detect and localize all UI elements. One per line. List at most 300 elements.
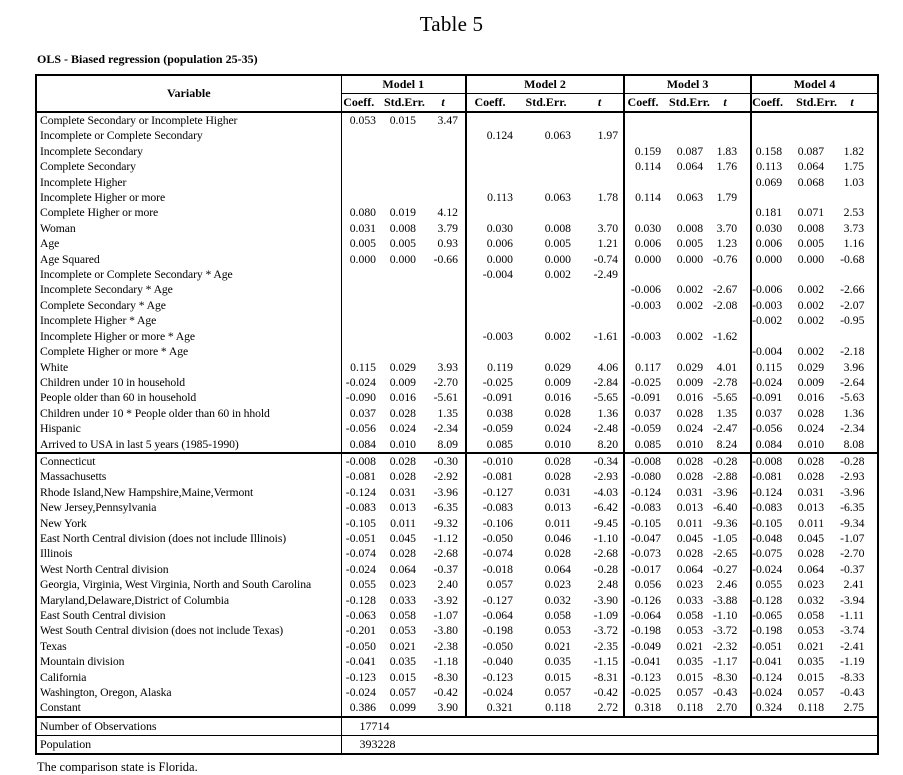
t-value — [581, 313, 624, 328]
table-row — [36, 700, 878, 716]
stderr-value: 0.015 — [676, 670, 704, 684]
t-value: -5.65 — [581, 390, 624, 405]
variable-label: Arrived to USA in last 5 years (1985-1990) — [36, 437, 341, 453]
t-value: -8.30 — [713, 670, 751, 685]
t-value — [713, 128, 751, 143]
stderr-value: 0.000 — [389, 252, 416, 266]
t-value: 2.53 — [843, 206, 865, 220]
stderr-value: 0.024 — [389, 422, 416, 436]
coeff-value: -0.003 — [630, 298, 662, 312]
t-value: -2.70 — [840, 547, 865, 561]
t-value: 3.79 — [428, 221, 466, 236]
t-value: 1.36 — [843, 406, 865, 420]
coeff-value — [341, 190, 384, 205]
variable-label: Georgia, Virginia, West Virginia, North and South Carolina — [36, 577, 341, 592]
table-row — [36, 421, 878, 436]
variable-label: Texas — [36, 639, 341, 654]
stderr-value: 0.021 — [544, 639, 571, 653]
coeff-value: 0.085 — [634, 437, 662, 451]
coeff-value: -0.003 — [752, 298, 783, 312]
summary-row — [36, 735, 878, 754]
t-value: -9.45 — [581, 516, 624, 531]
variable-label: Maryland,Delaware,District of Columbia — [36, 593, 341, 608]
stderr-value: 0.009 — [676, 375, 704, 389]
stderr-value: 0.011 — [677, 516, 704, 530]
variable-label: Washington, Oregon, Alaska — [36, 685, 341, 700]
coeff-value: 0.037 — [634, 406, 662, 420]
stderr-value: 0.064 — [544, 562, 571, 576]
t-value: 4.12 — [428, 205, 466, 220]
t-value — [428, 282, 466, 297]
coeff-value: -0.051 — [752, 639, 783, 653]
table-row — [36, 623, 878, 638]
t-value: -6.35 — [840, 501, 865, 515]
stderr-value: 0.002 — [797, 283, 825, 297]
table-row — [36, 344, 878, 359]
coeff-value: -0.080 — [630, 470, 662, 484]
t-value: 2.70 — [713, 700, 751, 716]
stderr-value: 0.011 — [390, 516, 416, 530]
coeff-value: -0.083 — [482, 501, 513, 515]
stderr-value: 0.028 — [544, 547, 571, 561]
table-row — [36, 252, 878, 267]
table-row — [36, 298, 878, 313]
t-value: -2.78 — [713, 375, 751, 390]
coeff-value: 0.006 — [486, 237, 513, 251]
stderr-value: 0.005 — [389, 237, 416, 251]
coeff-value: -0.073 — [630, 547, 662, 561]
t-value: -9.32 — [428, 516, 466, 531]
variable-label: New Jersey,Pennsylvania — [36, 500, 341, 515]
table-row — [36, 453, 878, 469]
stderr-value — [384, 298, 428, 313]
stderr-value: 0.064 — [676, 562, 704, 576]
stderr-value: 0.008 — [389, 221, 416, 235]
table-row — [36, 593, 878, 608]
t-value: 0.93 — [428, 236, 466, 251]
variable-label: Incomplete Higher * Age — [36, 313, 341, 328]
coeff-value: -0.050 — [482, 639, 513, 653]
table-row — [36, 485, 878, 500]
stderr-value: 0.045 — [389, 531, 416, 545]
model-2-header: Model 2 — [466, 75, 624, 94]
t-value: 2.41 — [843, 578, 865, 592]
t-value: -8.31 — [581, 670, 624, 685]
coeff-value: 0.030 — [486, 221, 513, 235]
coeff-value — [341, 282, 384, 297]
t-value: -1.62 — [713, 329, 751, 344]
variable-label: East North Central division (does not include Illinois) — [36, 531, 341, 546]
stderr-value — [669, 267, 713, 282]
coeff-value: 0.000 — [755, 252, 783, 266]
t-value: 3.96 — [843, 360, 865, 374]
coeff-value — [624, 128, 669, 143]
t-value: -0.43 — [713, 685, 751, 700]
table-row — [36, 562, 878, 577]
t-value — [713, 205, 751, 220]
stderr-value: 0.005 — [676, 237, 704, 251]
stderr-value: 0.010 — [389, 437, 416, 451]
stderr-value: 0.005 — [544, 237, 571, 251]
stderr-value — [669, 112, 713, 128]
stderr-value: 0.035 — [389, 655, 416, 669]
coeff-value: -0.025 — [630, 375, 662, 389]
stderr-value — [384, 175, 428, 190]
stderr-value: 0.002 — [676, 329, 704, 343]
stderr-value: 0.071 — [797, 206, 825, 220]
t-value: -2.18 — [840, 345, 865, 359]
t-value: 1.36 — [581, 406, 624, 421]
t-value: -3.90 — [581, 593, 624, 608]
t-value: 1.75 — [843, 160, 865, 174]
t-value: 3.47 — [428, 112, 466, 128]
t-value: -0.37 — [840, 562, 865, 576]
t-value — [581, 175, 624, 190]
t-value — [713, 267, 751, 282]
variable-label: Complete Higher or more * Age — [36, 344, 341, 359]
t-value — [581, 282, 624, 297]
stderr-value: 0.033 — [676, 593, 704, 607]
coeff-value: -0.004 — [752, 345, 783, 359]
t-value: -1.07 — [428, 608, 466, 623]
t-value — [428, 329, 466, 344]
stderr-value: 0.057 — [797, 686, 825, 700]
t-value — [840, 329, 878, 344]
stderr-value: 0.028 — [676, 547, 704, 561]
t-value: 4.06 — [581, 360, 624, 375]
t-value: -0.76 — [713, 252, 751, 267]
variable-label: Incomplete Higher or more * Age — [36, 329, 341, 344]
stderr-value: 0.013 — [544, 501, 571, 515]
stderr-value: 0.087 — [797, 144, 825, 158]
t-value — [428, 267, 466, 282]
stderr-value: 0.023 — [676, 578, 704, 592]
coeff-value: -0.051 — [345, 531, 376, 545]
table-row — [36, 221, 878, 236]
coeff-value: -0.010 — [466, 453, 521, 469]
t-value — [428, 128, 466, 143]
variable-label: Massachusetts — [36, 469, 341, 484]
coeff-value — [624, 313, 669, 328]
coeff-value: 0.030 — [755, 221, 783, 235]
coeff-value: -0.025 — [630, 686, 662, 700]
stderr-value: 0.063 — [544, 129, 571, 143]
stderr-value: 0.028 — [797, 406, 825, 420]
stderr-value — [384, 344, 428, 359]
coeff-value — [624, 112, 669, 128]
t-value: -2.68 — [581, 546, 624, 561]
table-row — [36, 608, 878, 623]
table-row — [36, 175, 878, 190]
coeff-value: 0.080 — [349, 206, 376, 220]
variable-header: Variable — [36, 75, 341, 112]
variable-label: California — [36, 670, 341, 685]
coeff-value: 0.117 — [635, 360, 662, 374]
table-row — [36, 159, 878, 174]
t-value: 8.20 — [581, 437, 624, 453]
stderr-value: 0.000 — [544, 252, 571, 266]
stderr-value: 0.011 — [545, 516, 571, 530]
t-value: -5.61 — [428, 390, 466, 405]
stderr-value: 0.028 — [796, 453, 840, 469]
variable-label: Rhode Island,New Hampshire,Maine,Vermont — [36, 485, 341, 500]
coeff-value: -0.128 — [345, 593, 376, 607]
stderr-value: 0.053 — [797, 624, 825, 638]
stderr-value: 0.053 — [676, 624, 704, 638]
t-value — [713, 175, 751, 190]
table-row — [36, 639, 878, 654]
coeff-value: -0.106 — [482, 516, 513, 530]
t-header: t — [713, 94, 751, 113]
stderr-value: 0.053 — [544, 624, 571, 638]
stderr-value: 0.008 — [797, 221, 825, 235]
stderr-value: 0.016 — [544, 391, 571, 405]
stderr-value: 0.046 — [544, 531, 571, 545]
t-value: -2.64 — [840, 375, 865, 389]
stderr-value — [521, 298, 581, 313]
stderr-value: 0.057 — [389, 686, 416, 700]
t-value: -1.10 — [713, 608, 751, 623]
regression-table — [35, 74, 879, 755]
stderr-value: 0.063 — [544, 191, 571, 205]
t-value: 4.01 — [713, 360, 751, 375]
t-value: 2.48 — [581, 577, 624, 592]
coeff-value: -0.123 — [482, 670, 513, 684]
coeff-value: -0.198 — [630, 624, 662, 638]
coeff-value: 0.115 — [350, 360, 376, 374]
coeff-value: -0.081 — [482, 470, 513, 484]
t-value: 3.93 — [428, 360, 466, 375]
stderr-value: 0.010 — [544, 437, 571, 451]
coeff-value: -0.041 — [630, 655, 662, 669]
stderr-value: 0.013 — [676, 501, 704, 515]
t-value: 2.40 — [428, 577, 466, 592]
t-value — [581, 159, 624, 174]
stderr-value: 0.000 — [797, 252, 825, 266]
t-value: -2.65 — [713, 546, 751, 561]
stderr-value: 0.002 — [676, 298, 704, 312]
stderr-value: 0.023 — [797, 578, 825, 592]
stderr-value: 0.031 — [797, 485, 825, 499]
coeff-value: 0.053 — [349, 114, 376, 127]
stderr-value: 0.008 — [544, 221, 571, 235]
t-value: 3.90 — [428, 700, 466, 716]
t-value: -0.66 — [428, 252, 466, 267]
stderr-value — [669, 205, 713, 220]
coeff-value: 0.181 — [755, 206, 783, 220]
stderr-value: 0.005 — [797, 237, 825, 251]
coeff-value — [751, 329, 796, 344]
stderr-value: 0.028 — [797, 470, 825, 484]
t-value: -2.34 — [840, 422, 865, 436]
coeff-value — [341, 175, 384, 190]
t-value: -2.35 — [581, 639, 624, 654]
table-row — [36, 654, 878, 669]
table-body — [36, 112, 878, 754]
stderr-value: 0.118 — [677, 701, 704, 715]
t-value: -1.15 — [581, 654, 624, 669]
t-header: t — [581, 94, 624, 113]
table-row — [36, 685, 878, 700]
coeff-value: -0.091 — [752, 391, 783, 405]
coeff-value: -0.083 — [752, 501, 783, 515]
variable-label: White — [36, 360, 341, 375]
table-row — [36, 360, 878, 375]
coeff-value: 0.005 — [349, 237, 376, 251]
t-value: -2.88 — [713, 469, 751, 484]
stderr-value: 0.002 — [544, 268, 571, 282]
coeff-value: -0.008 — [341, 453, 384, 469]
table-row — [36, 516, 878, 531]
table-row — [36, 437, 878, 453]
t-value — [581, 344, 624, 359]
coeff-value: -0.041 — [345, 655, 376, 669]
t-value: -4.03 — [581, 485, 624, 500]
t-value: -2.92 — [428, 469, 466, 484]
coeff-value: 0.000 — [349, 252, 376, 266]
stderr-value: 0.002 — [797, 298, 825, 312]
coeff-value: 0.057 — [486, 578, 513, 592]
coeff-value: 0.055 — [349, 578, 376, 592]
stderr-value — [521, 344, 581, 359]
stderr-value: 0.028 — [389, 470, 416, 484]
coeff-value: -0.008 — [624, 453, 669, 469]
coeff-value: -0.123 — [630, 670, 662, 684]
coeff-value: -0.081 — [752, 470, 783, 484]
stderr-value: 0.032 — [797, 593, 825, 607]
t-value: -2.49 — [581, 267, 624, 282]
coeff-value: 0.158 — [755, 144, 783, 158]
stderr-value — [669, 344, 713, 359]
stderr-value: 0.028 — [676, 470, 704, 484]
t-value — [713, 313, 751, 328]
t-value: 8.24 — [713, 437, 751, 453]
coeff-value: -0.024 — [345, 375, 376, 389]
table-row — [36, 112, 878, 128]
coeff-value: -0.050 — [482, 531, 513, 545]
t-value: -5.65 — [713, 390, 751, 405]
stderr-value — [521, 159, 581, 174]
t-value: -2.66 — [840, 283, 865, 297]
stderr-value: 0.063 — [676, 191, 704, 205]
t-value: -1.09 — [581, 608, 624, 623]
t-value — [428, 344, 466, 359]
variable-label: New York — [36, 516, 341, 531]
variable-label: Children under 10 * People older than 60 in hhold — [36, 406, 341, 421]
t-value: -0.95 — [840, 314, 865, 328]
stderr-value: 0.035 — [544, 655, 571, 669]
coeff-value — [341, 329, 384, 344]
t-value — [428, 175, 466, 190]
stderr-value — [796, 190, 840, 205]
variable-label: East South Central division — [36, 608, 341, 623]
stderr-value — [796, 112, 840, 128]
coeff-value: -0.126 — [630, 593, 662, 607]
coeff-value — [466, 175, 521, 190]
coeff-value: -0.201 — [345, 624, 376, 638]
stderr-value: 0.013 — [389, 501, 416, 515]
t-value: 1.78 — [581, 190, 624, 205]
page-title: Table 5 — [419, 12, 484, 36]
stderr-value: 0.023 — [544, 578, 571, 592]
stderr-value — [384, 190, 428, 205]
variable-label: Incomplete or Complete Secondary — [36, 128, 341, 143]
coeff-value: 0.386 — [349, 701, 376, 715]
stderr-value — [384, 313, 428, 328]
stderr-value — [521, 144, 581, 159]
stderr-value: 0.064 — [797, 160, 825, 174]
t-value — [840, 267, 878, 282]
stderr-value: 0.053 — [389, 624, 416, 638]
t-value: -6.40 — [713, 500, 751, 515]
t-value — [428, 190, 466, 205]
table-row — [36, 329, 878, 344]
t-value: 1.35 — [428, 406, 466, 421]
t-value: -1.12 — [428, 531, 466, 546]
t-value: -1.11 — [840, 609, 865, 622]
table-subtitle: OLS - Biased regression (population 25-35) — [37, 52, 258, 66]
coeff-value: 0.056 — [634, 578, 662, 592]
stderr-value: 0.016 — [389, 391, 416, 405]
stderr-value: 0.009 — [389, 375, 416, 389]
t-value: -8.30 — [428, 670, 466, 685]
stderr-value: 0.045 — [797, 531, 825, 545]
coeff-value: -0.006 — [752, 283, 783, 297]
coeff-value: -0.105 — [345, 516, 376, 530]
stderr-value: 0.028 — [521, 453, 581, 469]
coeff-value: 0.084 — [755, 437, 783, 451]
t-value: -3.92 — [428, 593, 466, 608]
variable-label: Incomplete Secondary * Age — [36, 282, 341, 297]
t-header: t — [840, 94, 878, 113]
stderr-value: 0.015 — [797, 670, 825, 684]
stderr-value: 0.019 — [389, 206, 416, 220]
t-value: 2.75 — [843, 701, 865, 715]
coeff-value: -0.074 — [482, 547, 513, 561]
coeff-value: -0.006 — [630, 283, 662, 297]
coeff-value: 0.030 — [634, 221, 662, 235]
t-value: -1.61 — [581, 329, 624, 344]
t-value — [428, 313, 466, 328]
coeff-value — [624, 205, 669, 220]
stderr-value: 0.045 — [676, 531, 704, 545]
model-1-header: Model 1 — [341, 75, 466, 94]
coeff-value — [341, 144, 384, 159]
t-value: -8.33 — [840, 670, 865, 684]
stderr-value: 0.000 — [676, 252, 704, 266]
stderr-value: 0.029 — [676, 360, 704, 374]
coeff-value: -0.004 — [482, 268, 513, 282]
t-value — [581, 205, 624, 220]
table-row — [36, 190, 878, 205]
coeff-value: -0.041 — [752, 655, 783, 669]
coeff-value: -0.002 — [752, 314, 783, 328]
coeff-value: 0.113 — [487, 191, 513, 205]
stderr-value: 0.011 — [798, 516, 825, 530]
stderr-value — [669, 128, 713, 143]
coeff-value: -0.056 — [345, 422, 376, 436]
variable-label: Age Squared — [36, 252, 341, 267]
variable-label: Incomplete or Complete Secondary * Age — [36, 267, 341, 282]
table-row — [36, 282, 878, 297]
t-value — [428, 159, 466, 174]
coeff-value — [624, 344, 669, 359]
t-value: -2.08 — [713, 298, 751, 313]
stderr-value: 0.016 — [797, 391, 825, 405]
t-value: -1.19 — [840, 655, 865, 669]
stderr-value: 0.028 — [797, 547, 825, 561]
coeff-value: -0.083 — [345, 501, 376, 515]
